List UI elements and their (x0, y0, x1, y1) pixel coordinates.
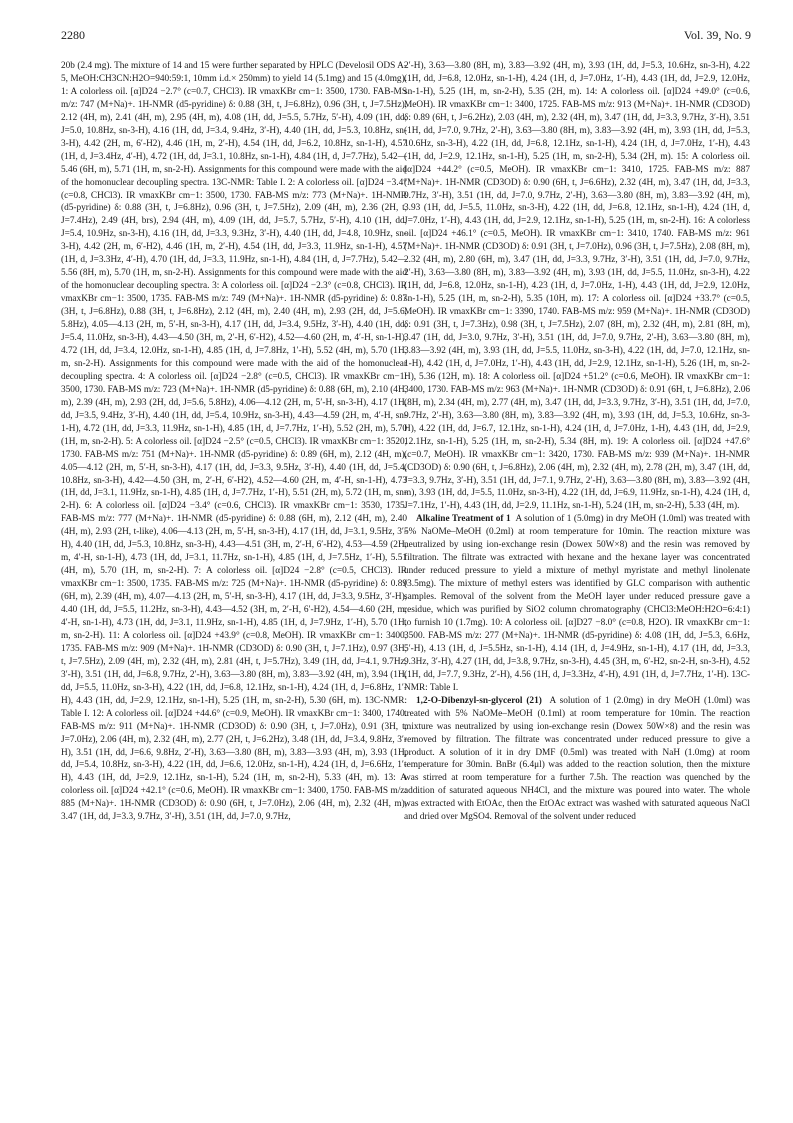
experimental-data-continued: 2′-H), 3.63—3.80 (8H, m), 3.83—3.92 (4H, m), 3.93 (1H, dd, J=5.3, 10.6Hz, sn-3-H), 4.22 (1H, dd, J=6.8, 12.0Hz, sn-1-H), 4.24 (1H, d, J=7.0Hz, 1′-H), 4.43 (1H, dd, J=2.9, 12.0Hz, sn-1-H), 5.25 (1H, m, sn-2-H), 5.35 (2H, m). 14: A colorless oil. [α]D24 +49.0° (c=0.6, MeOH). IR νmaxKBr cm−1: 3400, 1725. FAB-MS m/z: 913 (M+Na)+. 1H-NMR (CD3OD) δ: 0.89 (6H, t, J=6.2Hz), 2.03 (4H, m), 2.32 (4H, m), 3.47 (1H, dd, J=3.3, 9.7Hz, 3′-H), 3.51 (1H, dd, J=7.0, 9.7Hz, 2′-H), 3.63—3.80 (8H, m), 3.83—3.92 (4H, m), 3.93 (1H, dd, J=5.3, 10.6Hz, sn-3-H), 4.22 (1H, dd, J=6.8, 12.1Hz, sn-1-H), 4.24 (1H, d, J=7.0Hz, 1′-H), 4.43 (1H, dd, J=2.9, 12.1Hz, sn-1-H), 5.25 (1H, m, sn-2-H), 5.34 (2H, m). 15: A colorless oil. [α]D24 +44.2° (c=0.5, MeOH). IR νmaxKBr cm−1: 3410, 1725. FAB-MS m/z: 887 (M+Na)+. 1H-NMR (CD3OD) δ: 0.90 (6H, t, J=6.6Hz), 2.32 (4H, m), 3.47 (1H, dd, J=3.3, 9.7Hz, 3′-H), 3.51 (1H, dd, J=7.0, 9.7Hz, 2′-H), 3.63—3.80 (8H, m), 3.83—3.92 (4H, m), 3.93 (1H, dd, J=5.5, 11.0Hz, sn-3-H), 4.22 (1H, dd, J=6.8, 12.1Hz, sn-1-H), 4.24 (1H, d, J=7.0Hz, 1′-H), 4.43 (1H, dd, J=2.9, 12.1Hz, sn-1-H), 5.25 (1H, m, sn-2-H). 16: A colorless oil. [α]D24 +46.1° (c=0.5, MeOH). IR νmaxKBr cm−1: 3410, 1740. FAB-MS m/z: 961 (M+Na)+. 1H-NMR (CD3OD) δ: 0.91 (3H, t, J=7.0Hz), 0.96 (3H, t, J=7.5Hz), 2.08 (8H, m), 2.32 (4H, m), 2.80 (6H, m), 3.47 (1H, dd, J=3.3, 9.7Hz, 3′-H), 3.51 (1H, dd, J=7.0, 9.7Hz, 2′-H), 3.63—3.80 (8H, m), 3.83—3.92 (4H, m), 3.93 (1H, dd, J=5.5, 11.0Hz, sn-3-H), 4.22 (1H, dd, J=6.8, 12.0Hz, sn-1-H), 4.23 (1H, d, J=7.0Hz, 1-H), 4.43 (1H, dd, J=2.9, 12.0Hz, sn-1-H), 5.25 (1H, m, sn-2-H), 5.35 (10H, m). 17: A colorless oil. [α]D24 +33.7° (c=0.5, MeOH). IR νmaxKBr cm−1: 3390, 1740. FAB-MS m/z: 959 (M+Na)+. 1H-NMR (CD3OD) δ: 0.91 (3H, t, J=7.3Hz), 0.98 (3H, t, J=7.5Hz), 2.07 (8H, m), 2.32 (4H, m), 2.81 (8H, m), 3.47 (1H, dd, J=3.0, 9.7Hz, 3′-H), 3.51 (1H, dd, J=7.0, 9.7Hz, 2′-H), 3.63—3.80 (8H, m), 3.83—3.92 (4H, m), 3.93 (1H, dd, J=5.5, 11.0Hz, sn-3-H), 4.22 (1H, dd, J=7.0, 12.1Hz, sn-1-H), 4.42 (1H, d, J=7.0Hz, 1′-H), 4.43 (1H, dd, J=2.9, 12.1Hz, sn-1-H), 5.26 (1H, m, sn-2-H), 5.36 (12H, m). 18: A colorless oil. [α]D24 +51.2° (c=0.6, MeOH). IR νmaxKBr cm−1: 3400, 1730. FAB-MS m/z: 963 (M+Na)+. 1H-NMR (CD3OD) δ: 0.91 (6H, t, J=6.8Hz), 2.06 (8H, m), 2.34 (4H, m), 2.77 (4H, m), 3.47 (1H, dd, J=3.3, 9.7Hz, 3′-H), 3.51 (1H, dd, J=7.0, 9.7Hz, 2′-H), 3.63—3.80 (8H, m), 3.83—3.92 (4H, m), 3.93 (1H, dd, J=5.3, 10.6Hz, sn-3-H), 4.22 (1H, dd, J=6.7, 12.1Hz, sn-1-H), 4.24 (1H, d, J=7.0Hz, 1-H), 4.43 (1H, dd, J=2.9, 12.1Hz, sn-1-H), 5.25 (1H, m, sn-2-H), 5.34 (8H, m). 19: A colorless oil. [α]D24 +47.6° (c=0.7, MeOH). IR νmaxKBr cm−1: 3420, 1730. FAB-MS m/z: 939 (M+Na)+. 1H-NMR (CD3OD) δ: 0.90 (6H, t, J=6.8Hz), 2.06 (4H, m), 2.32 (4H, m), 2.78 (2H, m), 3.47 (1H, dd, J=3.3, 9.7Hz, 3′-H), 3.51 (1H, dd, J=7.1, 9.7Hz, 2′-H), 3.63—3.80 (8H, m), 3.83—3.92 (4H, m), 3.93 (1H, dd, J=5.5, 11.0Hz, sn-3-H), 4.22 (1H, dd, J=6.9, 11.9Hz, sn-1-H), 4.24 (1H, d, J=7.1Hz, 1′-H), 4.43 (1H, dd, J=2.9, 11.1Hz, sn-1-H), 5.24 (1H, m, sn-2-H), 5.33 (4H, m). (404, 61, 750, 512)
experimental-data-paragraph: 20b (2.4 mg). The mixture of 14 and 15 were further separated by HPLC (Develosil ODS A-5, MeOH:CH3CN:H2O=940:59:1, 10mm i.d.× 250mm) to yield 14 (5.1mg) and 15 (4.0mg). 1: A colorless oil. [α]D24 −2.7° (c=0.7, CHCl3). IR νmaxKBr cm−1: 3500, 1730. FAB-MS m/z: 747 (M+Na)+. 1H-NMR (d5-pyridine) δ: 0.88 (3H, t, J=6.8Hz), 0.96 (3H, t, J=7.5Hz), 2.12 (4H, m), 2.41 (4H, m), 2.95 (4H, m), 4.08 (1H, dd, J=5.5, 5.7Hz, 5′-H), 4.09 (1H, dd, J=5.0, 10.8Hz, sn-3-H), 4.16 (1H, dd, J=3.4, 9.4Hz, 3′-H), 4.40 (1H, dd, J=5.3, 10.8Hz, sn-3-H), 4.42 (2H, m, 6′-H2), 4.46 (1H, m, 2′-H), 4.54 (1H, dd, J=6.2, 10.8Hz, sn-1-H), 4.57 (1H, d, J=3.4Hz, 4′-H), 4.72 (1H, dd, J=3.1, 10.8Hz, sn-1-H), 4.84 (1H, d, J=7.7Hz), 5.42—5.46 (6H, m), 5.71 (1H, m, sn-2-H). Assignments for this compound were made with the aid of the homonuclear decoupling spectra. 13C-NMR: Table I. 2: A colorless oil. [α]D24 −3.4° (c=0.8, CHCl3). IR νmaxKBr cm−1: 3500, 1730. FAB-MS m/z: 773 (M+Na)+. 1H-NMR (d5-pyridine) δ: 0.88 (3H, t, J=6.8Hz), 0.96 (3H, t, J=7.5Hz), 2.09 (4H, m), 2.36 (2H, t, J=7.4Hz), 2.49 (4H, brs), 2.94 (4H, m), 4.09 (1H, dd, J=5.7, 5.7Hz, 5′-H), 4.10 (1H, dd, J=5.4, 10.9Hz, sn-3-H), 4.16 (1H, dd, J=3.3, 9.3Hz, 3′-H), 4.40 (1H, dd, J=4.8, 10.9Hz, sn-3-H), 4.42 (2H, m, 6′-H2), 4.46 (1H, m, 2′-H), 4.54 (1H, dd, J=3.3, 11.9Hz, sn-1-H), 4.57 (1H, d, J=3.3Hz, 4′-H), 4.70 (1H, dd, J=3.3, 11.9Hz, sn-1-H), 4.84 (1H, d, J=7.7Hz), 5.42—5.56 (8H, m), 5.70 (1H, m, sn-2-H). Assignments for this compound were made with the aid of the homonuclear decoupling spectra. 3: A colorless oil. [α]D24 −2.3° (c=0.8, CHCl3). IR νmaxKBr cm−1: 3500, 1735. FAB-MS m/z: 749 (M+Na)+. 1H-NMR (d5-pyridine) δ: 0.87 (3H, t, J=6.8Hz), 0.88 (3H, t, J=6.8Hz), 2.12 (4H, m), 2.40 (4H, m), 2.93 (2H, dd, J=5.6, 5.8Hz), 4.05—4.13 (2H, m, 5′-H, sn-3-H), 4.17 (1H, dd, J=3.4, 9.5Hz, 3′-H), 4.40 (1H, dd, J=5.4, 11.0Hz, sn-3-H), 4.43—4.50 (3H, m, 2′-H, 6′-H2), 4.52—4.60 (2H, m, 4′-H, sn-1-H), 4.72 (1H, dd, J=3.4, 12.0Hz, sn-1-H), 4.85 (1H, d, J=7.8Hz, 1′-H), 5.52 (4H, m), 5.70 (1H, m, sn-2-H). Assignments for this compound were made with the aid of the homonuclear decoupling spectra. 4: A colorless oil. [α]D24 −2.8° (c=0.5, CHCl3). IR νmaxKBr cm−1: 3500, 1730. FAB-MS m/z: 723 (M+Na)+. 1H-NMR (d5-pyridine) δ: 0.88 (6H, m), 2.10 (4H, m), 2.39 (4H, m), 2.93 (2H, dd, J=5.6, 5.8Hz), 4.06—4.12 (2H, m, 5′-H, sn-3-H), 4.17 (1H, dd, J=3.5, 9.4Hz, 3′-H), 4.40 (1H, dd, J=5.4, 10.9Hz, sn-3-H), 4.43—4.59 (2H, m, 4′-H, sn-1-H), 4.72 (1H, dd, J=3.3, 11.9Hz, sn-1-H), 4.85 (1H, d, J=7.7Hz, 1′-H), 5.52 (2H, m), 5.70 (1H, m, sn-2-H). 5: A colorless oil. [α]D24 −2.5° (c=0.5, CHCl3). IR νmaxKBr cm−1: 3520, 1730. FAB-MS m/z: 751 (M+Na)+. 1H-NMR (d5-pyridine) δ: 0.89 (6H, m), 2.12 (4H, m), 4.05—4.12 (2H, m, 5′-H, sn-3-H), 4.17 (1H, dd, J=3.3, 9.5Hz, 3′-H), 4.40 (1H, dd, J=5.4, 10.8Hz, sn-3-H), 4.42—4.50 (3H, m, 2′-H, 6′-H2), 4.52—4.60 (2H, m, 4′-H, sn-1-H), 4.73 (1H, dd, J=3.1, 11.9Hz, sn-1-H), 4.85 (1H, d, J=7.7Hz, 1′-H), 5.51 (2H, m), 5.72 (1H, m, sn-2-H). 6: A colorless oil. [α]D24 −3.4° (c=0.6, CHCl3). IR νmaxKBr cm−1: 3530, 1735. FAB-MS m/z: 777 (M+Na)+. 1H-NMR (d5-pyridine) δ: 0.88 (6H, m), 2.12 (4H, m), 2.40 (4H, m), 2.93 (2H, t-like), 4.06—4.13 (2H, m, 5′-H, sn-3-H), 4.17 (1H, dd, J=3.1, 9.5Hz, 3′-H), 4.40 (1H, dd, J=5.3, 10.8Hz, sn-3-H), 4.43—4.51 (3H, m, 2′-H, 6′-H2), 4.53—4.59 (2H, m, 4′-H, sn-1-H), 4.73 (1H, dd, J=3.1, 11.7Hz, sn-1-H), 4.85 (1H, d, J=7.5Hz, 1′-H), 5.51 (4H, m), 5.70 (1H, m, sn-2-H). 7: A colorless oil. [α]D24 −2.8° (c=0.5, CHCl3). IR νmaxKBr cm−1: 3500, 1735. FAB-MS m/z: 725 (M+Na)+. 1H-NMR (d5-pyridine) δ: 0.89 (6H, m), 2.39 (4H, m), 4.07—4.13 (2H, m, 5′-H, sn-3-H), 4.17 (1H, dd, J=3.3, 9.5Hz, 3′-H), 4.40 (1H, dd, J=5.5, 11.2Hz, sn-3-H), 4.43—4.52 (3H, m, 2′-H, 6′-H2), 4.54—4.60 (2H, m, 4′-H, sn-1-H), 4.73 (1H, dd, J=3.1, 11.9Hz, sn-1-H), 4.85 (1H, d, J=7.9Hz, 1′-H), 5.70 (1H, m, sn-2-H). 11: A colorless oil. [α]D24 +43.9° (c=0.8, MeOH). IR νmaxKBr cm−1: 3400, 1735. FAB-MS m/z: 909 (M+Na)+. 1H-NMR (CD3OD) δ: 0.90 (3H, t, J=7.1Hz), 0.97 (3H, t, J=7.5Hz), 2.09 (4H, m), 2.32 (4H, m), 2.81 (4H, t, J=5.7Hz), 3.49 (1H, dd, J=4.1, 9.7Hz, 3′-H), 3.51 (1H, dd, J=6.8, 9.7Hz, 2′-H), 3.63—3.80 (8H, m), 3.83—3.92 (4H, m), 3.94 (1H, dd, J=5.5, 11.0Hz, sn-3-H), 4.22 (1H, dd, J=6.8, 12.1Hz, sn-1-H), 4.24 (1H, d, J=6.8Hz, 1′-H), 4.43 (1H, dd, J=2.9, 12.1Hz, sn-1-H), 5.25 (1H, m, sn-2-H), 5.30 (6H, m). 13C-NMR: Table I. 12: A colorless oil. [α]D24 +44.6° (c=0.9, MeOH). IR νmaxKBr cm−1: 3400, 1740. FAB-MS m/z: 911 (M+Na)+. 1H-NMR (CD3OD) δ: 0.90 (3H, t, J=7.0Hz), 0.91 (3H, t, J=7.0Hz), 2.06 (4H, m), 2.32 (4H, m), 2.77 (2H, t, J=6.2Hz), 3.48 (1H, dd, J=3.4, 9.8Hz, 3′-H), 3.51 (1H, dd, J=6.6, 9.8Hz, 2′-H), 3.63—3.80 (8H, m), 3.83—3.93 (4H, m), 3.93 (1H, dd, J=5.4, 10.8Hz, sn-3-H), 4.22 (1H, dd, J=6.6, 12.0Hz, sn-1-H), 4.24 (1H, d, J=6.6Hz, 1′-H), 4.43 (1H, dd, J=2.9, 12.1Hz, sn-1-H), 5.24 (1H, m, sn-2-H), 5.33 (4H, m). 13: A colorless oil. [α]D24 +42.1° (c=0.6, MeOH). IR νmaxKBr cm−1: 3400, 1750. FAB-MS m/z: 885 (M+Na)+. 1H-NMR (CD3OD) δ: 0.90 (6H, t, J=7.0Hz), 2.06 (4H, m), 2.32 (4H, m), 3.47 (1H, dd, J=3.3, 9.7Hz, 3′-H), 3.51 (1H, dd, J=7.0, 9.7Hz, (61, 61, 407, 823)
section-text-dibenzyl-glycerol: A solution of 1 (2.0mg) in dry MeOH (1.0ml) was treated with 5% NaOMe–MeOH (0.1ml) at room temperature for 10min. The reaction mixture was neutralized by using ion-exchange resin (Dowex 50W×8) and the resin was removed by filtration. The filtrate was concentrated under reduced pressure to give a product. A solution of it in dry DMF (0.5ml) was treated with NaH (1.0mg) at room temperature for 30min. BnBr (6.4μl) was added to the reaction solution, then the mixture was stirred at room temperature for a further 7.5h. The reaction was quenched by the addition of saturated aqueous NH4Cl, and the mixture was poured into water. The whole was extracted with EtOAc, then the EtOAc extract was washed with saturated aqueous NaCl and dried over MgSO4. Removal of the solvent under reduced (404, 695, 750, 823)
section-heading-dibenzyl-glycerol: 1,2-O-Dibenzyl-sn-glycerol (21) (416, 695, 542, 706)
journal-volume-issue: Vol. 39, No. 9 (683, 28, 751, 42)
page-number: 2280 (61, 28, 85, 42)
alkaline-treatment-section (404, 513, 750, 694)
right-column (404, 60, 750, 1110)
section-text-alkaline-treatment: A solution of 1 (5.0mg) in dry MeOH (1.0ml) was treated with 5% NaOMe–MeOH (0.2ml) at room temperature for 10min. The reaction mixture was neutralized by using ion-exchange resin (Dowex 50W×8) and the resin was removed by filtration. The filtrate was extracted with hexane and the hexane layer was concentrated under reduced pressure to yield a mixture of methyl myristate and methyl linolenate (3.5mg). The mixture of methyl esters was identified by GLC comparison with authentic samples. Removal of the solvent from the MeOH layer under reduced pressure gave a residue, which was purified by SiO2 column chromatography (CHCl3:MeOH:H2O=6:4:1) to furnish 10 (1.7mg). 10: A colorless oil. [α]D27 −8.0° (c=0.8, H2O). IR νmaxKBr cm−1: 3500. FAB-MS m/z: 277 (M+Na)+. 1H-NMR (d5-pyridine) δ: 4.08 (1H, dd, J=5.3, 6.6Hz, 5′-H), 4.13 (1H, d, J=5.5Hz, sn-1-H), 4.14 (1H, d, J=4.9Hz, sn-1-H), 4.17 (1H, dd, J=3.3, 9.3Hz, 3′-H), 4.27 (1H, dd, J=3.8, 9.7Hz, sn-3-H), 4.45 (3H, m, 6′-H2, sn-2-H, sn-3-H), 4.52 (1H, dd, J=7.7, 9.3Hz, 2′-H), 4.56 (1H, d, J=3.3Hz, 4′-H), 4.91 (1H, d, J=7.7Hz, 1′-H). 13C-NMR: Table I. (404, 514, 750, 693)
section-heading-alkaline-treatment: Alkaline Treatment of 1 (416, 514, 511, 525)
left-column (61, 60, 407, 1110)
dibenzyl-glycerol-section (404, 695, 750, 825)
